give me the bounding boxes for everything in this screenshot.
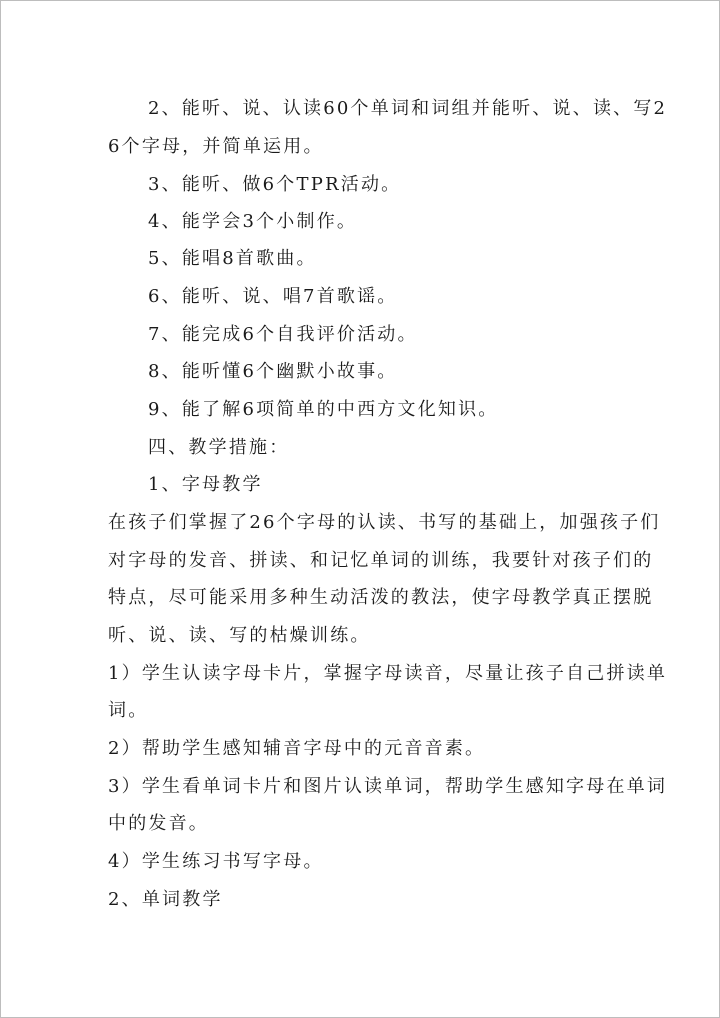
goal-item-9: 9、能了解6项简单的中西方文化知识。: [148, 399, 499, 420]
goal-item-7: 7、能完成6个自我评价活动。: [148, 324, 418, 345]
step-item-1-continued: 词。: [108, 700, 149, 721]
paragraph-line-4: 听、说、读、写的枯燥训练。: [108, 625, 371, 646]
paragraph-line-2: 对字母的发音、拼读、和记忆单词的训练，我要针对孩子们的: [108, 550, 654, 571]
goal-item-2: 2、能听、说、认读60个单词和词组并能听、说、读、写2: [148, 98, 668, 119]
step-item-3: 3）学生看单词卡片和图片认读单词，帮助学生感知字母在单词: [108, 776, 668, 797]
step-item-3-continued: 中的发音。: [108, 813, 209, 834]
goal-item-5: 5、能唱8首歌曲。: [148, 248, 317, 269]
subheading-word-teaching: 2、单词教学: [108, 889, 223, 910]
goal-item-8: 8、能听懂6个幽默小故事。: [148, 361, 398, 382]
step-item-2: 2）帮助学生感知辅音字母中的元音音素。: [108, 738, 486, 759]
goal-item-4: 4、能学会3个小制作。: [148, 211, 358, 232]
goal-item-3: 3、能听、做6个TPR活动。: [148, 174, 402, 195]
section-heading-measures: 四、教学措施：: [148, 437, 290, 458]
goal-item-6: 6、能听、说、唱7首歌谣。: [148, 286, 398, 307]
subheading-letter-teaching: 1、字母教学: [148, 474, 263, 495]
step-item-1: 1）学生认读字母卡片，掌握字母读音，尽量让孩子自己拼读单: [108, 663, 668, 684]
goal-item-2-continued: 6个字母，并简单运用。: [108, 136, 324, 157]
paragraph-line-1: 在孩子们掌握了26个字母的认读、书写的基础上，加强孩子们: [108, 512, 661, 533]
step-item-4: 4）学生练习书写字母。: [108, 851, 324, 872]
paragraph-line-3: 特点，尽可能采用多种生动活泼的教法，使字母教学真正摆脱: [108, 587, 654, 608]
